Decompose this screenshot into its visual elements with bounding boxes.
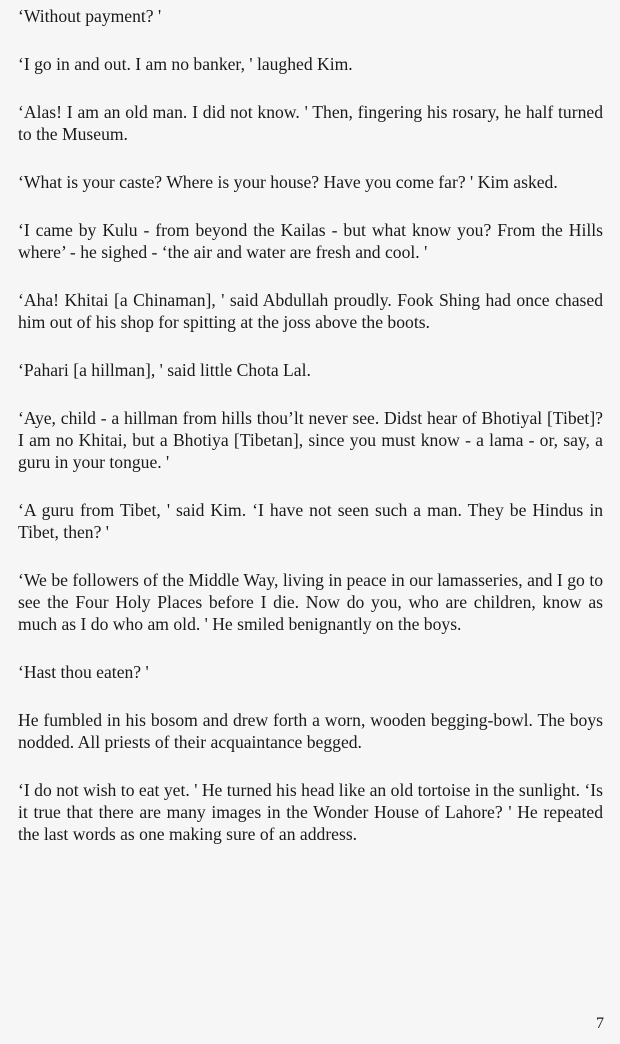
page-body — [18, 5, 603, 871]
paragraph-11: ‘Hast thou eaten? ' — [18, 662, 149, 682]
paragraph-3: ‘Alas! I am an old man. I did not know. ' Then, fingering his rosary, he half turned to the Museum. — [18, 102, 603, 144]
paragraph-8: ‘Aye, child - a hillman from hills thou’lt never see. Didst hear of Bhotiyal [Tibet]? I am no Khitai, but a Bhotiya [Tibetan], since you must know - a lama - or, say, a guru in your tongue. ' — [18, 408, 603, 472]
paragraph-1: ‘Without payment? ' — [18, 6, 162, 26]
paragraph-10: ‘We be followers of the Middle Way, living in peace in our lamasseries, and I go to see the Four Holy Places before I die. Now do you, who are children, know as much as I do who am old. ' He smiled benignantly on the boys. — [18, 570, 603, 634]
paragraph-5: ‘I came by Kulu - from beyond the Kailas - but what know you? From the Hills where’ - he sighed - ‘the air and water are fresh and cool. ' — [18, 220, 603, 262]
paragraph-9: ‘A guru from Tibet, ' said Kim. ‘I have not seen such a man. They be Hindus in Tibet, then? ' — [18, 500, 603, 542]
page-number: 7 — [596, 1015, 604, 1032]
paragraph-2: ‘I go in and out. I am no banker, ' laughed Kim. — [18, 54, 353, 74]
paragraph-13: ‘I do not wish to eat yet. ' He turned his head like an old tortoise in the sunlight. ‘Is it true that there are many images in the Wonder House of Lahore? ' He repeated the last words as one making sure of an address. — [18, 780, 603, 844]
paragraph-4: ‘What is your caste? Where is your house? Have you come far? ' Kim asked. — [18, 172, 558, 192]
paragraph-6: ‘Aha! Khitai [a Chinaman], ' said Abdullah proudly. Fook Shing had once chased him out of his shop for spitting at the joss above the boots. — [18, 290, 603, 332]
paragraph-7: ‘Pahari [a hillman], ' said little Chota Lal. — [18, 360, 311, 380]
paragraph-12: He fumbled in his bosom and drew forth a worn, wooden begging-bowl. The boys nodded. All priests of their acquaintance begged. — [18, 710, 603, 752]
